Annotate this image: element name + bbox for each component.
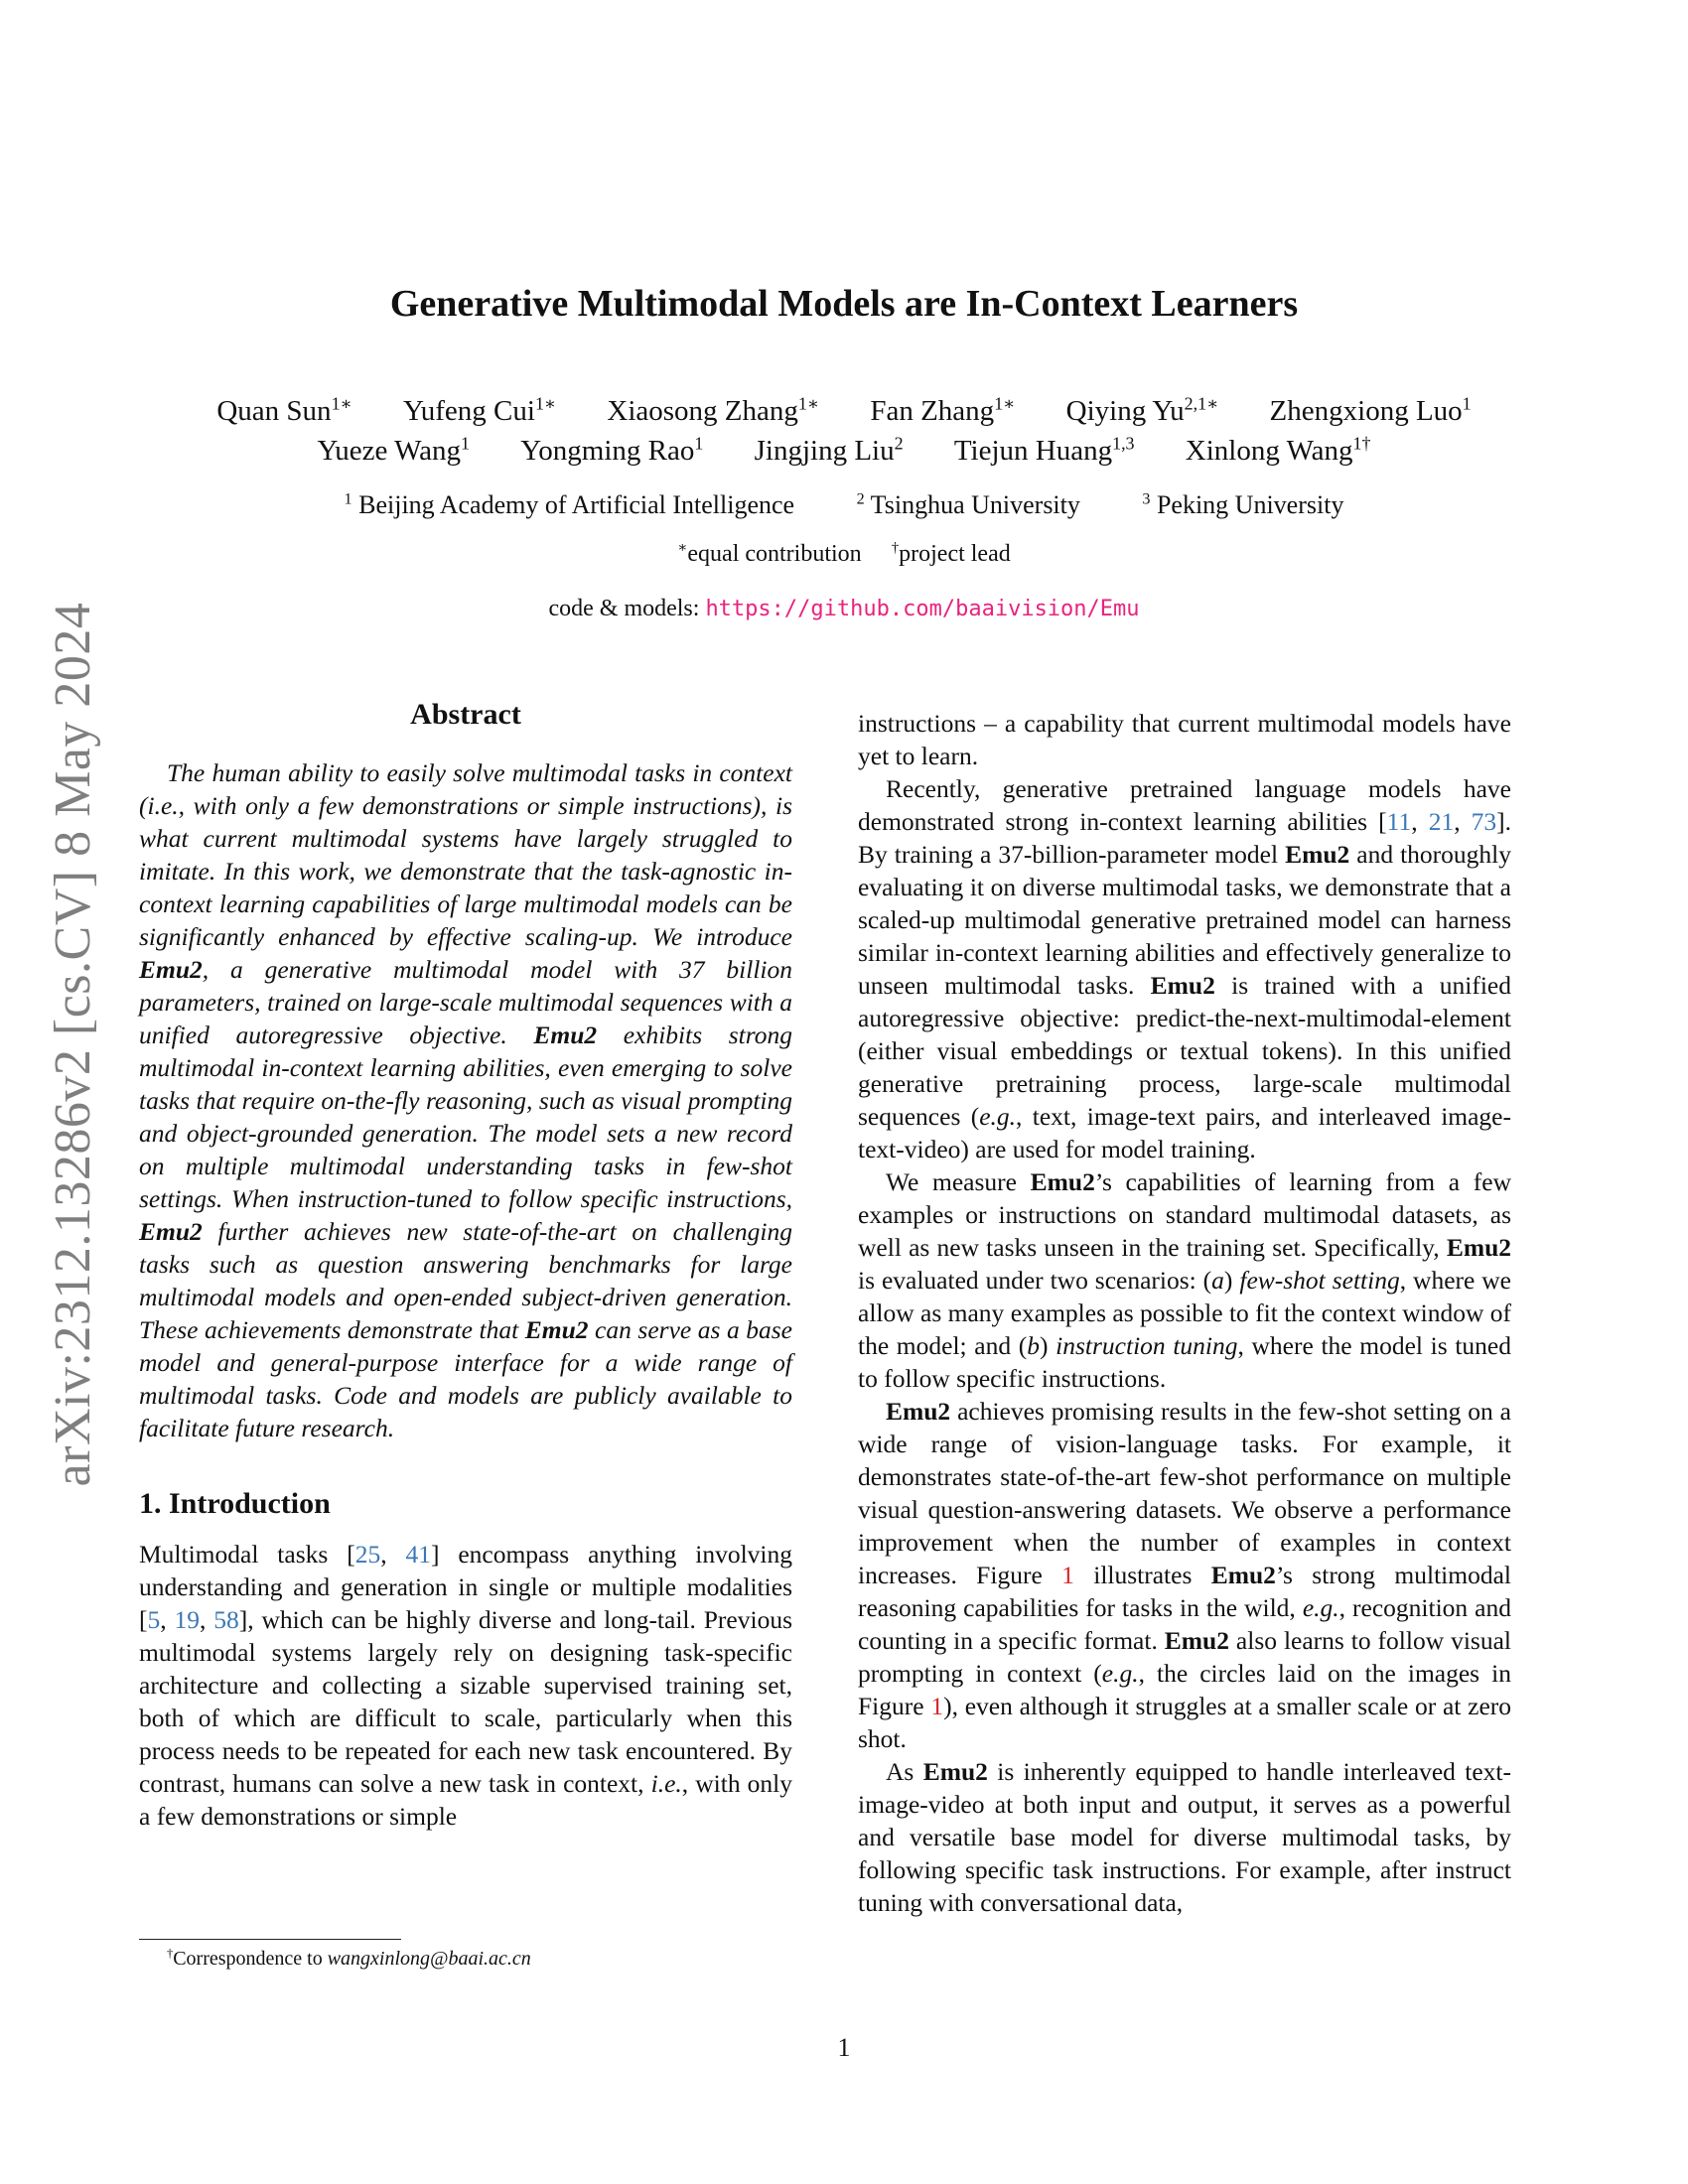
footnote-divider — [139, 1939, 401, 1940]
note: †project lead — [891, 540, 1011, 567]
right-column — [858, 707, 1511, 1919]
affiliation: $^2$ Tsinghua University — [856, 490, 1080, 519]
affiliations — [0, 488, 1688, 522]
author: Yueze Wang$^1$ — [317, 433, 470, 467]
abstract-text: The human ability to easily solve multimodal tasks in context (i.e., with only a few demonstrations or simple instructions), is what current multimodal systems have largely struggled to imitate. In this work, we demonstrate that the task-agnostic in-context learning capabilities of large multimodal models can be significantly enhanced by effective scaling-up. We introduce Emu2, a generative multimodal model with 37 billion parameters, trained on large-scale multimodal sequences with a unified autoregressive objective. Emu2 exhibits strong multimodal in-context learning abilities, even emerging to solve tasks that require on-the-fly reasoning, such as visual prompting and object-grounded generation. The model sets a new record on multiple multimodal understanding tasks in few-shot settings. When instruction-tuned to follow specific instructions, Emu2 further achieves new state-of-the-art on challenging tasks such as question answering benchmarks for large multimodal models and open-ended subject-driven generation. These achievements demonstrate that Emu2 can serve as a base model and general-purpose interface for a wide range of multimodal tasks. Code and models are publicly available to facilitate future research. — [139, 758, 792, 1442]
author: Fan Zhang$^{1∗}$ — [870, 393, 1016, 427]
figure-link[interactable]: 1 — [1061, 1561, 1074, 1589]
paragraph: We measure Emu2’s capabilities of learning from a few examples or instructions on standard multimodal datasets, as well as new tasks unseen in the training set. Specifically, Emu2 is evaluated under two scenarios: (a) few-shot setting, where we allow as many examples as possible to fit the context window of the model; and (b) instruction tuning, where the model is tuned to follow specific instructions. — [858, 1167, 1511, 1393]
citation-link[interactable]: 41 — [405, 1540, 431, 1569]
abstract-title: Abstract — [410, 698, 521, 731]
citation-link[interactable]: 19 — [174, 1605, 200, 1634]
author: Xiaosong Zhang$^{1∗}$ — [607, 393, 820, 427]
citation-link[interactable]: 73 — [1471, 807, 1497, 836]
author: Qiying $Yu^{2,1∗}$ — [1065, 393, 1219, 427]
intro-paragraph: Multimodal tasks [25, 41] encompass anything involving understanding and generation in single or multiple modalities [5, 19, 58], which can be highly diverse and long-tail. Previous multimodal systems largely rely on designing task-specific architecture and collecting a sizable supervised training set, both of which are difficult to scale, particularly when this process needs to be repeated for each new task encountered. By contrast, humans can solve a new task in context, i.e., with only a few demonstrations or simple — [139, 1540, 792, 1831]
github-link[interactable]: https://github.com/baaivision/Emu — [705, 597, 1140, 621]
arxiv-identifier: arXiv:2312.13286v2 [cs.CV] 8 May 2024 — [45, 602, 101, 1487]
section-title: 1. Introduction — [139, 1487, 331, 1520]
footnote: †Correspondence to wangxinlong@baai.ac.cn — [167, 1946, 531, 1970]
contribution-notes — [0, 538, 1688, 570]
figure-link[interactable]: 1 — [930, 1692, 944, 1720]
citation-link[interactable]: 58 — [213, 1605, 239, 1634]
paper-title: Generative Multimodal Models are In-Context Learners — [389, 283, 1299, 325]
email-link[interactable]: wangxinlong@baai.ac.cn — [327, 1948, 531, 1970]
authors-line-1 — [0, 393, 1688, 429]
paragraph: Recently, generative pretrained language models have demonstrated strong in-context learning abilities [11, 21, 73]. By training a 37-billion-parameter model Emu2 and thoroughly evaluating it on diverse multimodal tasks, we demonstrate that a scaled-up multimodal generative pretrained model can harness similar in-context learning abilities and effectively generalize to unseen multimodal tasks. Emu2 is trained with a unified autoregressive objective: predict-the-next-multimodal-element (either visual embeddings or textual tokens). In this unified generative pretraining process, large-scale multimodal sequences (e.g., text, image-text pairs, and interleaved image-text-video) are used for model training. — [858, 774, 1512, 1163]
left-column — [139, 695, 792, 1833]
affiliation: $^1$ Beijing Academy of Artificial Intelligence — [344, 490, 795, 519]
citation-link[interactable]: 25 — [354, 1540, 381, 1569]
author: Jingjing Liu$^2$ — [754, 433, 904, 467]
citation-link[interactable]: 11 — [1386, 807, 1412, 836]
note: ∗equal contribution — [677, 540, 862, 567]
code-link-line — [0, 593, 1688, 625]
paragraph: instructions – a capability that current multimodal models have yet to learn. — [858, 709, 1511, 770]
paragraph: Emu2 achieves promising results in the few-shot setting on a wide range of vision-language tasks. For example, it demonstrates state-of-the-art few-shot performance on multiple visual question-answering datasets. We observe a performance improvement when the number of examples in context increases. Figure 1 illustrates Emu2’s strong multimodal reasoning capabilities for tasks in the wild, e.g., recognition and counting in a specific format. Emu2 also learns to follow visual prompting in context (e.g., the circles laid on the images in Figure 1), even although it struggles at a smaller scale or at zero shot. — [858, 1397, 1512, 1753]
citation-link[interactable]: 5 — [147, 1605, 161, 1634]
page-number: 1 — [837, 2033, 851, 2062]
author: Xinlong Wang$^{1\dagger}$ — [1185, 433, 1371, 467]
affiliation: $^3$ Peking University — [1142, 490, 1344, 519]
citation-link[interactable]: 21 — [1428, 807, 1455, 836]
paragraph: As Emu2 is inherently equipped to handle interleaved text-image-video at both input and output, it serves as a powerful and versatile base model for diverse multimodal tasks, by following specific task instructions. For example, after instruct tuning with conversational data, — [858, 1757, 1512, 1917]
code-label: code & models: — [548, 596, 706, 621]
author: Yongming Rao$^1$ — [520, 433, 704, 467]
authors-line-2 — [0, 433, 1688, 469]
author: Yufeng Cui$^{1∗}$ — [403, 393, 557, 427]
author: Quan Sun$^{1∗}$ — [216, 393, 352, 427]
author: Zhengxiong Luo$^1$ — [1269, 393, 1472, 427]
author: Tiejun Huang$^{1,3}$ — [953, 433, 1135, 467]
